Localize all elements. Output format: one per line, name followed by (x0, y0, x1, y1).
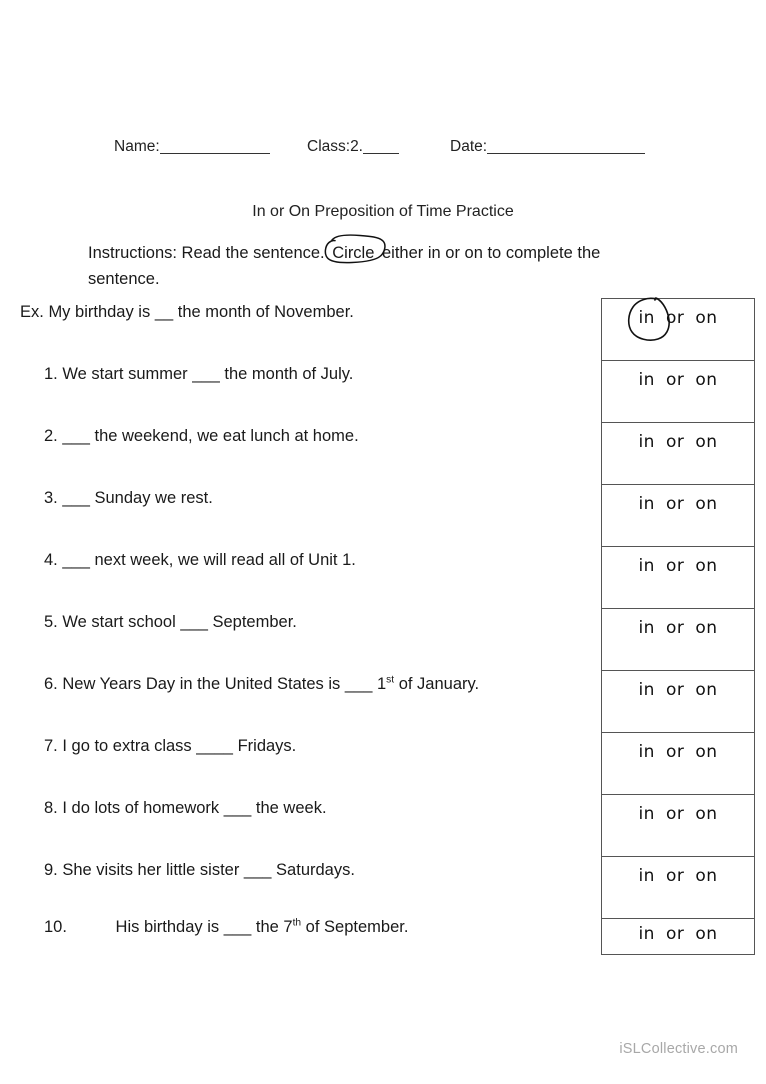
question-text-before-blank: I go to extra class (62, 737, 197, 755)
site-watermark: iSLCollective.com (619, 1041, 738, 1057)
question-text-after-blank: the 7 (255, 918, 293, 936)
question-text-after-blank: the month of July. (224, 365, 354, 383)
option-in[interactable]: in (638, 494, 655, 514)
option-on[interactable]: on (695, 618, 718, 638)
option-on[interactable]: on (695, 680, 718, 700)
answer-blank[interactable]: ____ (196, 737, 233, 755)
question-text-after-blank: next week, we will read all of Unit 1. (94, 551, 356, 569)
question-row (0, 918, 640, 937)
answer-blank[interactable]: ___ (180, 613, 208, 631)
answer-options (638, 924, 717, 954)
answer-blank[interactable]: ___ (62, 427, 90, 445)
ordinal-suffix: th (292, 917, 302, 929)
answer-options (638, 804, 717, 856)
option-in[interactable]: in (638, 866, 655, 886)
option-conjunction: or (665, 804, 685, 824)
option-in[interactable]: in (638, 680, 655, 700)
circled-word-circle (329, 240, 377, 266)
question-row (0, 551, 640, 570)
answer-blank[interactable]: ___ (223, 799, 252, 817)
option-in[interactable]: in (638, 308, 655, 328)
option-in[interactable]: in (638, 556, 655, 576)
question-number: 8. (44, 799, 63, 817)
question-number: 4. (44, 551, 63, 569)
answer-blank[interactable]: ___ (223, 918, 252, 936)
answer-blank[interactable]: ___ (243, 861, 272, 879)
student-info-row (0, 138, 766, 162)
answer-row[interactable] (602, 919, 754, 955)
option-on[interactable]: on (695, 866, 718, 886)
question-text-after-blank: the month of November. (177, 303, 354, 321)
question-number: 7. (44, 737, 63, 755)
option-on[interactable]: on (695, 370, 718, 390)
question-text-after-blank: September. (212, 613, 297, 631)
question-text-before-blank: My birthday is (48, 303, 155, 321)
option-conjunction: or (665, 742, 685, 762)
answer-options (638, 494, 717, 546)
answer-options (638, 680, 717, 732)
ordinal-suffix: st (386, 674, 395, 686)
answer-options (638, 432, 717, 484)
worksheet-body (0, 298, 766, 946)
answer-row[interactable] (602, 547, 754, 609)
option-in[interactable]: in (638, 804, 655, 824)
name-blank-line[interactable] (160, 153, 270, 154)
option-conjunction: or (665, 556, 685, 576)
answer-options (638, 618, 717, 670)
option-conjunction: or (665, 924, 685, 944)
question-number: 5. (44, 613, 63, 631)
option-conjunction: or (665, 370, 685, 390)
question-text-after-blank: the week. (255, 799, 327, 817)
question-text-before-blank: She visits her little sister (62, 861, 244, 879)
answer-row[interactable] (602, 795, 754, 857)
question-number: 9. (44, 861, 63, 879)
question-row (0, 489, 640, 508)
question-text-tail: of September. (301, 918, 409, 936)
answer-row[interactable] (602, 609, 754, 671)
question-number: 6. (44, 675, 63, 693)
worksheet-title: In or On Preposition of Time Practice (252, 203, 514, 220)
answer-options (638, 866, 717, 918)
instructions-before: Instructions: Read the sentence. (88, 244, 325, 262)
option-conjunction: or (665, 432, 685, 452)
answer-row[interactable] (602, 733, 754, 795)
question-text-before-blank: I do lots of homework (62, 799, 224, 817)
instructions-text (88, 240, 674, 292)
question-row (0, 613, 640, 632)
question-text-before-blank: His birthday is (115, 918, 224, 936)
option-in[interactable]: in (638, 924, 655, 944)
question-text-before-blank: We start summer (62, 365, 193, 383)
answer-options (638, 308, 717, 360)
answer-blank[interactable]: ___ (344, 675, 373, 693)
answer-blank[interactable]: ___ (62, 551, 90, 569)
option-conjunction: or (665, 866, 685, 886)
question-row (0, 303, 616, 322)
option-conjunction: or (665, 618, 685, 638)
option-in[interactable]: in (638, 432, 655, 452)
answer-row[interactable] (602, 361, 754, 423)
option-in[interactable]: in (638, 370, 655, 390)
instructions-after: either in or on to complete the sentence. (88, 244, 601, 288)
question-number: 3. (44, 489, 63, 507)
question-number: 10. (44, 918, 72, 936)
option-in[interactable]: in (638, 618, 655, 638)
date-field[interactable] (450, 138, 645, 156)
question-row (0, 365, 640, 384)
option-conjunction: or (665, 680, 685, 700)
option-on[interactable]: on (695, 308, 718, 328)
option-conjunction: or (665, 494, 685, 514)
question-number: Ex. (20, 303, 49, 321)
class-label: Class:2. (307, 138, 363, 155)
answer-options (638, 556, 717, 608)
question-number: 2. (44, 427, 63, 445)
answer-options (638, 370, 717, 422)
question-row (0, 799, 640, 818)
answer-row[interactable] (602, 485, 754, 547)
answer-blank[interactable]: __ (154, 303, 174, 321)
answer-blank[interactable]: ___ (62, 489, 90, 507)
question-number: 1. (44, 365, 63, 383)
question-row (0, 737, 640, 756)
answer-blank[interactable]: ___ (192, 365, 220, 383)
date-label: Date: (450, 138, 488, 155)
circled-word-label: Circle (332, 244, 375, 262)
question-text-after-blank: Fridays. (237, 737, 297, 755)
option-on[interactable]: on (695, 742, 718, 762)
answer-row[interactable] (602, 423, 754, 485)
question-text-after-blank: 1 (376, 675, 387, 693)
answer-row[interactable] (602, 299, 754, 361)
option-in[interactable]: in (638, 742, 655, 762)
question-text-before-blank: We start school (62, 613, 181, 631)
option-on[interactable]: on (695, 556, 718, 576)
answer-options (638, 742, 717, 794)
option-on[interactable]: on (695, 924, 718, 944)
question-text-after-blank: Sunday we rest. (94, 489, 213, 507)
class-field[interactable] (307, 138, 399, 156)
question-text-after-blank: Saturdays. (276, 861, 355, 879)
question-text-after-blank: the weekend, we eat lunch at home. (94, 427, 359, 445)
answer-options-table (601, 298, 755, 955)
answer-row[interactable] (602, 671, 754, 733)
question-text-tail: of January. (394, 675, 480, 693)
option-on[interactable]: on (695, 432, 718, 452)
option-on[interactable]: on (695, 804, 718, 824)
answer-row[interactable] (602, 857, 754, 919)
name-field[interactable] (114, 138, 270, 156)
option-on[interactable]: on (695, 494, 718, 514)
question-row (0, 675, 640, 694)
question-text-before-blank: New Years Day in the United States is (62, 675, 345, 693)
option-conjunction: or (665, 308, 685, 328)
question-row (0, 427, 640, 446)
name-label: Name: (114, 138, 160, 155)
date-blank-line[interactable] (487, 153, 645, 154)
question-row (0, 861, 640, 880)
class-blank-line[interactable] (363, 153, 399, 154)
